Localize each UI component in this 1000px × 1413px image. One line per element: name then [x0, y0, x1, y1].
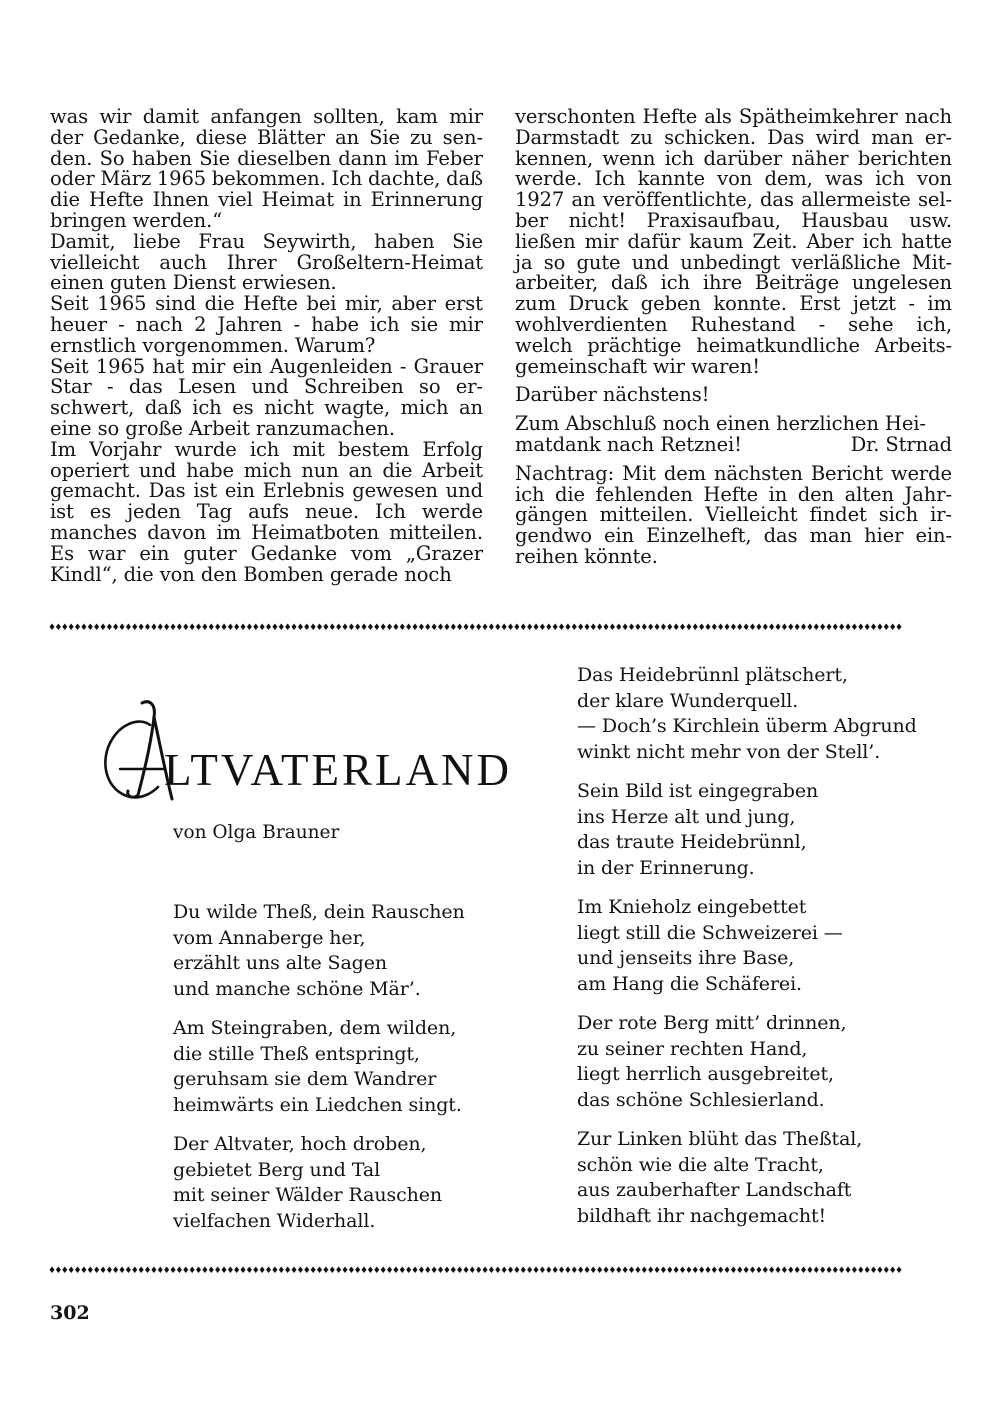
poem-line: liegt still die Schweizerei — — [577, 921, 843, 944]
poem-stanza — [173, 1016, 513, 1118]
poem-line: am Hang die Schäferei. — [577, 972, 802, 995]
text-line: vielleicht auch Ihrer Großeltern-Heimat — [50, 250, 483, 274]
text-line: der Gedanke, diese Blätter an Sie zu sen- — [50, 125, 483, 149]
article-paragraph — [515, 107, 952, 377]
poem-line: Am Steingraben, dem wilden, — [173, 1017, 457, 1039]
poem-line: Das Heidebrünnl plätschert, — [577, 664, 848, 686]
poem-line: das schöne Schlesierland. — [577, 1088, 825, 1111]
text-line: Star - das Lesen und Schreiben so er- — [50, 375, 483, 399]
text-line: Nachtrag: Mit dem nächsten Bericht werde — [515, 461, 952, 485]
text-line: ernstlich vorgenommen. Warum? — [50, 333, 376, 357]
text-line: werde. Ich kannte von dem, was ich von — [515, 167, 952, 191]
poem-line: Du wilde Theß, dein Rauschen — [173, 901, 465, 923]
article-paragraph — [515, 385, 952, 406]
poem-line: — Doch’s Kirchlein überm Abgrund — [577, 715, 917, 737]
page-number: 302 — [50, 1302, 90, 1324]
poem-title — [80, 695, 513, 805]
text-line: oder März 1965 bekommen. Ich dachte, daß — [50, 167, 483, 191]
poem-left-column — [173, 900, 513, 1248]
text-line: operiert und habe mich nun an die Arbeit — [50, 458, 483, 482]
poem-line: Sein Bild ist eingegraben — [577, 780, 819, 802]
text-line: was wir damit anfangen sollten, kam mir — [50, 105, 483, 128]
poem-line: die stille Theß entspringt, — [173, 1042, 420, 1065]
article-right-column — [515, 107, 952, 568]
poem-line: Der rote Berg mitt’ drinnen, — [577, 1012, 847, 1034]
poem-line: Zur Linken blüht das Theßtal, — [577, 1128, 863, 1150]
poem-stanza — [577, 895, 897, 997]
text-line: zum Druck geben konnte. Erst jetzt - im — [515, 292, 952, 316]
text-line: Damit, liebe Frau Seywirth, haben Sie — [50, 229, 483, 253]
text-line: ja so gute und unbedingt verläßliche Mit- — [515, 250, 952, 274]
poem-line: der klare Wunderquell. — [577, 689, 799, 712]
poem-line: vielfachen Widerhall. — [173, 1209, 376, 1232]
text-line: die Hefte Ihnen viel Heimat in Erinnerung — [50, 188, 483, 212]
text-line: heuer - nach 2 Jahren - habe ich sie mir — [50, 312, 483, 336]
text-line: gemacht. Das ist ein Erlebnis gewesen und — [50, 479, 483, 503]
closing-paragraph — [515, 414, 952, 456]
poem-title-text: LTVATERLAND — [164, 745, 513, 795]
article-left-column — [50, 107, 483, 585]
author-signature: Dr. Strnad — [850, 432, 952, 456]
text-line: eine so große Arbeit ranzumachen. — [50, 416, 395, 440]
text-line: gemeinschaft wir waren! — [515, 354, 760, 378]
poem-line: Der Altvater, hoch droben, — [173, 1133, 427, 1155]
text-line: ich die fehlenden Hefte in den alten Jahr- — [515, 482, 952, 506]
ornament-divider: ♦♦♦♦♦♦♦♦♦♦♦♦♦♦♦♦♦♦♦♦♦♦♦♦♦♦♦♦♦♦♦♦♦♦♦♦♦♦♦♦♦♦♦♦♦♦♦♦♦♦♦♦♦♦♦♦♦♦♦♦♦♦♦♦♦♦♦♦♦♦♦♦♦♦♦♦♦♦♦♦♦♦♦♦♦♦♦♦♦♦♦♦♦♦♦♦♦♦♦♦♦♦♦♦♦♦♦♦♦♦♦♦♦♦♦♦♦♦♦♦♦♦♦♦♦♦♦♦♦♦♦♦♦♦ — [48, 1266, 902, 1276]
poem-author: von Olga Brauner — [173, 822, 340, 843]
poem-line: winkt nicht mehr von der Stell’. — [577, 740, 881, 763]
text-line: ber nicht! Praxisaufbau, Hausbau usw. — [515, 208, 952, 232]
poem-line: liegt herrlich ausgebreitet, — [577, 1063, 834, 1085]
postscript-paragraph — [515, 461, 952, 568]
poem-stanza — [577, 779, 897, 881]
text-line: Es war ein guter Gedanke vom „Grazer — [50, 541, 483, 565]
poem-line: gebietet Berg und Tal — [173, 1158, 381, 1181]
poem-line: mit seiner Wälder Rauschen — [173, 1184, 443, 1206]
text-line: Im Vorjahr wurde ich mit bestem Erfolg — [50, 437, 483, 461]
text-line: den. So haben Sie dieselben dann im Feber — [50, 146, 483, 170]
text-line: welch prächtige heimatkundliche Arbeits- — [515, 333, 952, 357]
text-line: bringen werden.“ — [50, 208, 223, 232]
poem-right-column — [577, 663, 917, 1243]
text-line: Darmstadt zu schicken. Das wird man er- — [515, 125, 952, 149]
poem-stanza — [577, 663, 917, 765]
poem-line: Im Knieholz eingebettet — [577, 896, 807, 918]
poem-line: vom Annaberge her, — [173, 926, 366, 949]
text-line: gängen mitteilen. Vielleicht findet sich ir- — [515, 503, 952, 527]
text-line: ist es jeden Tag aufs neue. Ich werde — [50, 500, 483, 524]
poem-line: zu seiner rechten Hand, — [577, 1037, 808, 1060]
poem-stanza — [173, 900, 513, 1002]
text-line: einen guten Dienst erwiesen. — [50, 271, 337, 295]
poem-stanza — [577, 1127, 897, 1229]
text-line: kennen, wenn ich darüber näher berichten — [515, 146, 952, 170]
poem-stanza — [577, 1011, 897, 1113]
text-line: Zum Abschluß noch einen herzlichen Hei- — [515, 412, 926, 436]
poem-line: das traute Heidebrünnl, — [577, 831, 807, 853]
text-line: ließen mir dafür kaum Zeit. Aber ich hatte — [515, 229, 952, 253]
ornament-divider: ♦♦♦♦♦♦♦♦♦♦♦♦♦♦♦♦♦♦♦♦♦♦♦♦♦♦♦♦♦♦♦♦♦♦♦♦♦♦♦♦♦♦♦♦♦♦♦♦♦♦♦♦♦♦♦♦♦♦♦♦♦♦♦♦♦♦♦♦♦♦♦♦♦♦♦♦♦♦♦♦♦♦♦♦♦♦♦♦♦♦♦♦♦♦♦♦♦♦♦♦♦♦♦♦♦♦♦♦♦♦♦♦♦♦♦♦♦♦♦♦♦♦♦♦♦♦♦♦♦♦♦♦♦♦ — [48, 623, 902, 633]
text-line: manches davon im Heimatboten mitteilen. — [50, 520, 483, 544]
text-line: Kindl“, die von den Bomben gerade noch — [50, 562, 452, 586]
text-line: verschonten Hefte als Spätheimkehrer nach — [515, 105, 952, 128]
text-line: 1927 an veröffentlichte, das allermeiste sel- — [515, 188, 952, 212]
poem-line: aus zauberhafter Landschaft — [577, 1179, 852, 1201]
signature-line — [515, 432, 952, 456]
text-line: Darüber nächstens! — [515, 383, 710, 407]
text-line: reihen könnte. — [515, 544, 658, 568]
poem-stanza — [173, 1132, 513, 1234]
poem-line: und jenseits ihre Base, — [577, 947, 795, 969]
text-line: schwert, daß ich es nicht wagte, mich an — [50, 396, 483, 420]
poem-line: ins Herze alt und jung, — [577, 805, 796, 828]
poem-line: heimwärts ein Liedchen singt. — [173, 1093, 462, 1116]
poem-line: erzählt uns alte Sagen — [173, 952, 388, 974]
poem-line: schön wie die alte Tracht, — [577, 1153, 824, 1176]
text-line: arbeiter, daß ich ihre Beiträge ungelesen — [515, 271, 952, 295]
poem-line: in der Erinnerung. — [577, 856, 755, 879]
text-line: Seit 1965 hat mir ein Augenleiden - Grauer — [50, 354, 483, 378]
text-line: gendwo ein Einzelheft, das man hier ein- — [515, 524, 952, 548]
text-line: wohlverdienten Ruhestand - sehe ich, — [515, 312, 952, 336]
poem-line: geruhsam sie dem Wandrer — [173, 1068, 437, 1090]
poem-line: bildhaft ihr nachgemacht! — [577, 1204, 827, 1227]
text-line: Seit 1965 sind die Hefte bei mir, aber erst — [50, 292, 483, 316]
text-line: matdank nach Retznei! — [515, 432, 742, 456]
poem-line: und manche schöne Mär’. — [173, 977, 421, 1000]
